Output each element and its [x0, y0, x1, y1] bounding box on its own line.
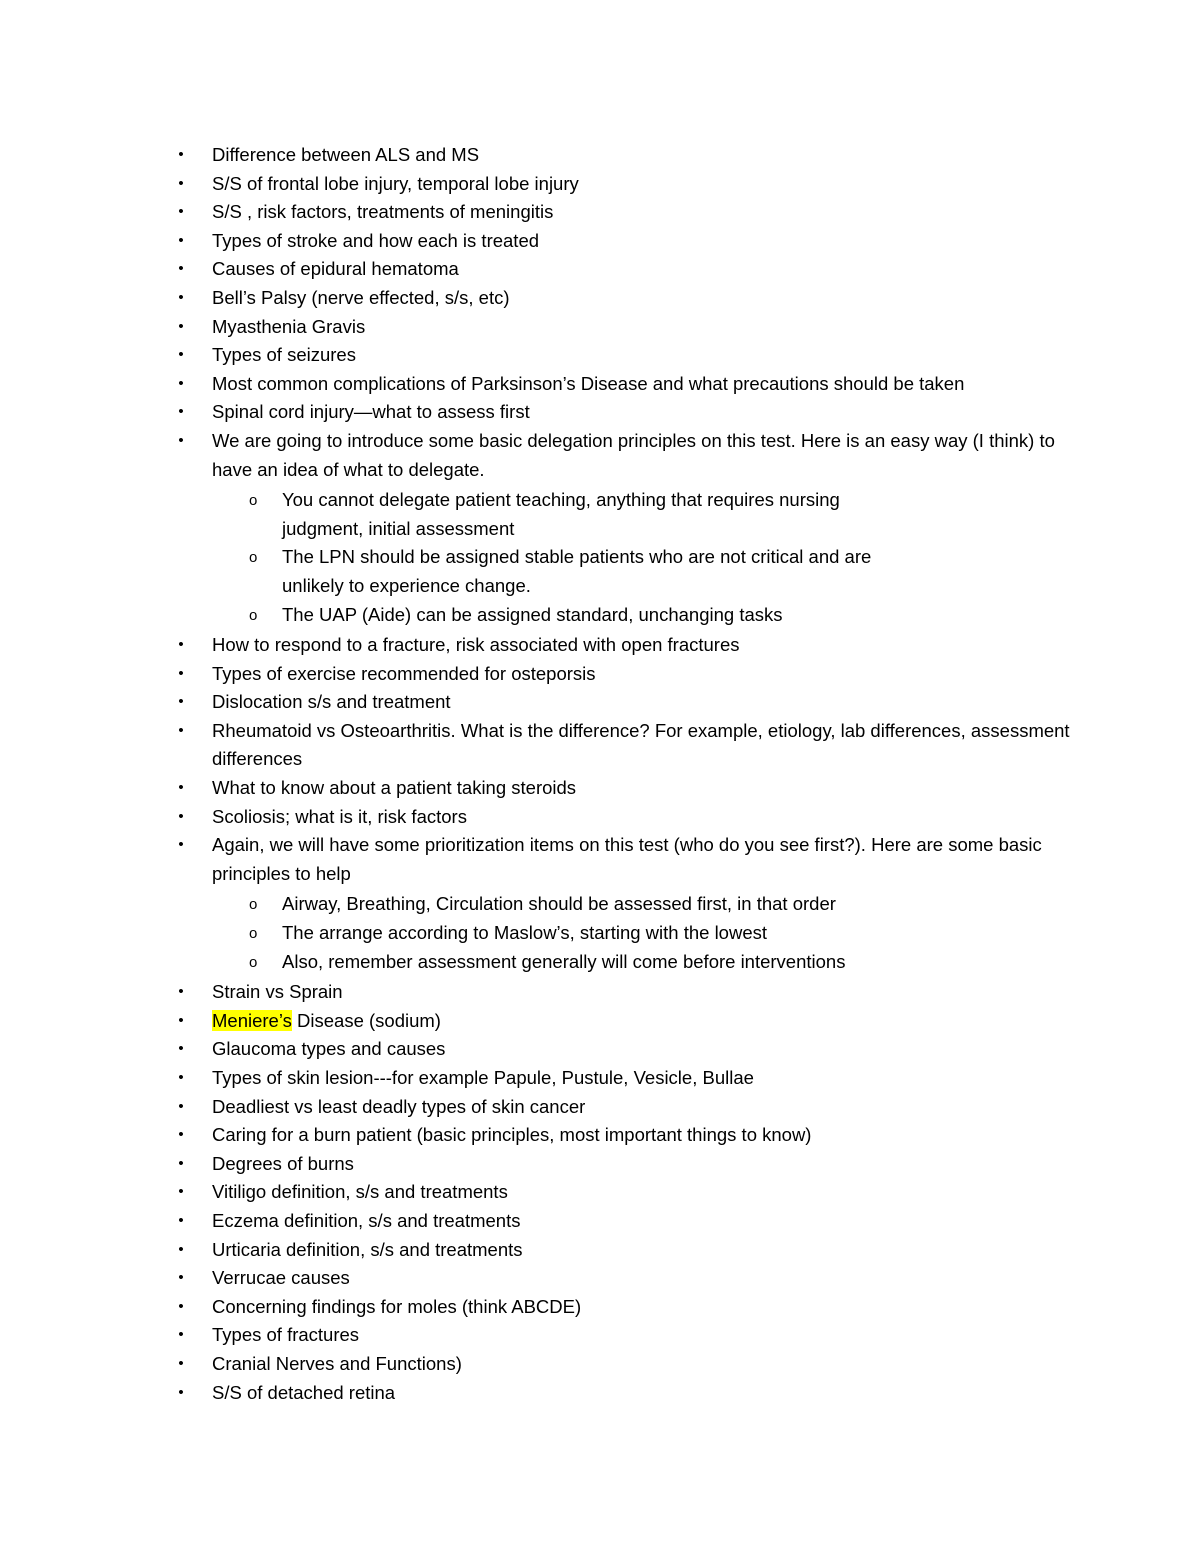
sub-bullet-icon: o — [249, 492, 258, 510]
list-item — [0, 370, 1200, 399]
list-item — [0, 803, 1200, 832]
list-item-text: S/S of frontal lobe injury, temporal lobe injury — [212, 172, 579, 194]
bullet-icon: • — [178, 1097, 184, 1115]
bullet-icon: • — [178, 779, 184, 797]
list-item — [0, 170, 1200, 199]
list-item-text: Again, we will have some prioritization items on this test (who do you see first?). Here are some basic principles to help — [212, 834, 1042, 884]
sub-list-item — [0, 601, 1080, 630]
list-item-text: Concerning findings for moles (think ABCDE) — [212, 1295, 582, 1317]
sub-list-item-text: Also, remember assessment generally will come before interventions — [282, 950, 846, 972]
bullet-icon: • — [178, 1297, 184, 1315]
list-item — [0, 1178, 1200, 1207]
bullet-icon: • — [178, 983, 184, 1001]
list-item-text: Degrees of burns — [212, 1152, 354, 1174]
list-item-text: Most common complications of Parksinson’s Disease and what precautions should be taken — [212, 372, 965, 394]
list-item — [0, 1350, 1200, 1379]
sub-list-item-text: The UAP (Aide) can be assigned standard, unchanging tasks — [282, 603, 783, 625]
sub-list-item — [0, 890, 1080, 919]
sub-list-item — [0, 948, 1080, 977]
sub-list-item-text: Airway, Breathing, Circulation should be assessed first, in that order — [282, 893, 836, 915]
list-item — [0, 1293, 1200, 1322]
list-item — [0, 141, 1200, 170]
list-item — [0, 1121, 1200, 1150]
list-item — [0, 398, 1200, 427]
list-item-text: Types of skin lesion---for example Papule, Pustule, Vesicle, Bullae — [212, 1067, 754, 1088]
list-item-text: Difference between ALS and MS — [212, 144, 480, 165]
sub-list-item-text: The LPN should be assigned stable patients who are not critical and are unlikely to experience change. — [282, 546, 872, 596]
bullet-icon: • — [178, 836, 184, 854]
list-item — [0, 660, 1200, 689]
bullet-icon: • — [178, 1011, 184, 1029]
list-item-text: Glaucoma types and causes — [212, 1038, 446, 1060]
bullet-icon: • — [178, 1269, 184, 1287]
bullet-icon: • — [178, 636, 184, 654]
list-item — [0, 198, 1200, 227]
list-item-text: Disease (sodium) — [291, 1009, 441, 1031]
list-item — [0, 1093, 1200, 1122]
sub-bullet-icon: o — [249, 953, 258, 971]
sub-bullet-icon: o — [249, 896, 258, 914]
bullet-icon: • — [178, 403, 184, 421]
list-item — [0, 284, 1200, 313]
bullet-icon: • — [178, 807, 184, 825]
list-item — [0, 1064, 1200, 1093]
list-item — [0, 1007, 1200, 1036]
list-item-text: Deadliest vs least deadly types of skin cancer — [212, 1095, 586, 1117]
bullet-icon: • — [178, 1383, 184, 1401]
bullet-icon: • — [178, 693, 184, 711]
bullet-icon: • — [178, 374, 184, 392]
bullet-icon: • — [178, 231, 184, 249]
study-topic-list — [0, 141, 1200, 1407]
list-item — [0, 1321, 1200, 1350]
list-item-text: Dislocation s/s and treatment — [212, 691, 451, 713]
list-item-text: Urticaria definition, s/s and treatments — [212, 1238, 523, 1260]
sub-list-item — [0, 486, 1080, 543]
list-item-text: Vitiligo definition, s/s and treatments — [212, 1181, 508, 1203]
list-item-text: Eczema definition, s/s and treatments — [212, 1209, 521, 1231]
list-item — [0, 717, 1200, 774]
bullet-icon: • — [178, 1040, 184, 1058]
list-item — [0, 341, 1200, 370]
list-item-text: We are going to introduce some basic delegation principles on this test. Here is an easy way (I think) to have an idea of what to delegate. — [212, 429, 1055, 480]
list-item — [0, 631, 1200, 660]
sub-list-item — [0, 919, 1080, 948]
bullet-icon: • — [178, 1154, 184, 1172]
list-item — [0, 774, 1200, 803]
list-item-text: Bell’s Palsy (nerve effected, s/s, etc) — [212, 286, 510, 308]
bullet-icon: • — [178, 317, 184, 335]
list-item — [0, 1264, 1200, 1293]
list-item — [0, 1236, 1200, 1265]
list-item — [0, 688, 1200, 717]
list-item-text: What to know about a patient taking steroids — [212, 777, 577, 799]
list-item — [0, 313, 1200, 342]
bullet-icon: • — [178, 1240, 184, 1258]
list-item-text: Cranial Nerves and Functions) — [212, 1352, 462, 1374]
bullet-icon: • — [178, 1126, 184, 1144]
list-item — [0, 1150, 1200, 1179]
list-item-text: Rheumatoid vs Osteoarthritis. What is the difference? For example, etiology, lab differences, assessment differences — [212, 719, 1070, 770]
sub-list-item — [0, 543, 1080, 600]
sub-list-item-text: The arrange according to Maslow’s, starting with the lowest — [282, 922, 768, 944]
list-item-text: Causes of epidural hematoma — [212, 258, 459, 280]
bullet-icon: • — [178, 203, 184, 221]
list-item — [0, 831, 1200, 976]
bullet-icon: • — [178, 174, 184, 192]
bullet-icon: • — [178, 1211, 184, 1229]
list-item — [0, 255, 1200, 284]
list-item-text: Strain vs Sprain — [212, 981, 343, 1003]
list-item-text: How to respond to a fracture, risk associated with open fractures — [212, 634, 740, 656]
bullet-icon: • — [178, 1354, 184, 1372]
sub-list-item-text: You cannot delegate patient teaching, anything that requires nursing judgment, initial assessment — [282, 489, 840, 539]
list-item-text: Caring for a burn patient (basic principles, most important things to know) — [212, 1124, 812, 1146]
sub-bullet-icon: o — [249, 606, 258, 624]
list-item-text: Scoliosis; what is it, risk factors — [212, 805, 467, 827]
list-item-text: Spinal cord injury—what to assess first — [212, 401, 530, 423]
list-item — [0, 1207, 1200, 1236]
bullet-icon: • — [178, 288, 184, 306]
sub-list — [212, 486, 1080, 629]
list-item-text: S/S of detached retina — [212, 1381, 396, 1403]
bullet-icon: • — [178, 431, 184, 449]
bullet-icon: • — [178, 260, 184, 278]
bullet-icon: • — [178, 721, 184, 739]
list-item-text: Myasthenia Gravis — [212, 315, 366, 337]
bullet-icon: • — [178, 1183, 184, 1201]
list-item-text: Types of seizures — [212, 344, 356, 366]
bullet-icon: • — [178, 146, 184, 163]
list-item-text: Types of fractures — [212, 1324, 360, 1346]
sub-list — [212, 890, 1080, 976]
list-item — [0, 227, 1200, 256]
list-item — [0, 1379, 1200, 1408]
list-item — [0, 1035, 1200, 1064]
list-item-text: Types of exercise recommended for osteporsis — [212, 662, 596, 684]
list-item — [0, 978, 1200, 1007]
sub-bullet-icon: o — [249, 549, 258, 567]
bullet-icon: • — [178, 1326, 184, 1344]
highlighted-text: Meniere’s — [212, 1009, 292, 1031]
bullet-icon: • — [178, 1069, 184, 1086]
bullet-icon: • — [178, 346, 184, 364]
sub-bullet-icon: o — [249, 925, 258, 943]
list-item-text: S/S , risk factors, treatments of meningitis — [212, 201, 554, 223]
list-item-text: Types of stroke and how each is treated — [212, 229, 540, 251]
bullet-icon: • — [178, 664, 184, 682]
list-item — [0, 427, 1200, 629]
list-item-text: Verrucae causes — [212, 1267, 350, 1289]
